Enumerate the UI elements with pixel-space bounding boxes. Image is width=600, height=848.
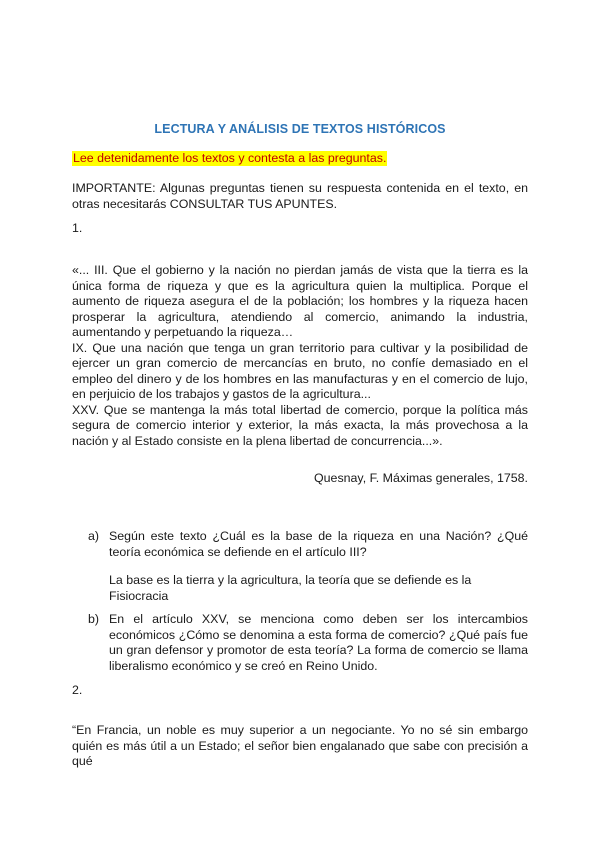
quote-1-citation: Quesnay, F. Máximas generales, 1758. — [314, 471, 528, 485]
question-a — [88, 529, 528, 604]
quote-2 — [72, 723, 528, 770]
section-1-number: 1. — [72, 221, 83, 235]
important-text: IMPORTANTE: Algunas preguntas tienen su respuesta contenida en el texto, en otras necesitarás CONSULTAR TUS APUNTES. — [72, 181, 528, 211]
question-a-text: Según este texto ¿Cuál es la base de la riqueza en una Nación? ¿Qué teoría económica se defiende en el artículo III? — [109, 529, 528, 559]
quote-1-paragraph-xxv: XXV. Que se mantenga la más total libertad de comercio, porque la política más segura de comercio interior y exterior, la más exacta, la más provechosa a la nación y al Estado consiste en la plena libertad de concurrencia...». — [72, 402, 528, 448]
important-note — [72, 181, 528, 212]
question-b — [88, 612, 528, 674]
quote-2-text: “En Francia, un noble es muy superior a un negociante. Yo no sé sin embargo quién es más útil a un Estado; el señor bien engalanado que sabe con precisión a qué — [72, 723, 528, 768]
question-b-label: b) — [88, 612, 100, 626]
quote-1-paragraph-iii: «... III. Que el gobierno y la nación no pierdan jamás de vista que la tierra es la única forma de riqueza y que es la agricultura quien la multiplica. Porque el aumento de riqueza asegura el de la población; los hombres y la riqueza hacen prosperar la agricultura, atendiendo al comercio, animando la industria, aumentando y perpetuando la riqueza… — [72, 263, 528, 339]
question-b-text: En el artículo XXV, se menciona como deben ser los intercambios económicos ¿Cómo se denomina a esta forma de comercio? ¿Qué país fue un gran defensor y promotor de esta teoría? La forma de comercio se llama liberalismo económico y se creó en Reino Unido. — [109, 612, 528, 673]
quote-1-paragraph-ix: IX. Que una nación que tenga un gran territorio para cultivar y la posibilidad de ejercer un gran comercio de mercancías en bruto, no confíe demasiado en el empleo del dinero y de los hombres en las manufacturas y en el comercio de lujo, en perjuicio de los trabajos y gastos de la agricultura... — [72, 340, 528, 401]
instruction-highlight: Lee detenidamente los textos y contesta a las preguntas. — [73, 151, 387, 165]
question-a-answer: La base es la tierra y la agricultura, la teoría que se defiende es la Fisiocracia — [109, 573, 472, 603]
document-title: LECTURA Y ANÁLISIS DE TEXTOS HISTÓRICOS — [154, 122, 446, 136]
section-2-number: 2. — [72, 683, 83, 697]
question-a-label: a) — [88, 529, 100, 543]
quote-1 — [72, 263, 528, 449]
